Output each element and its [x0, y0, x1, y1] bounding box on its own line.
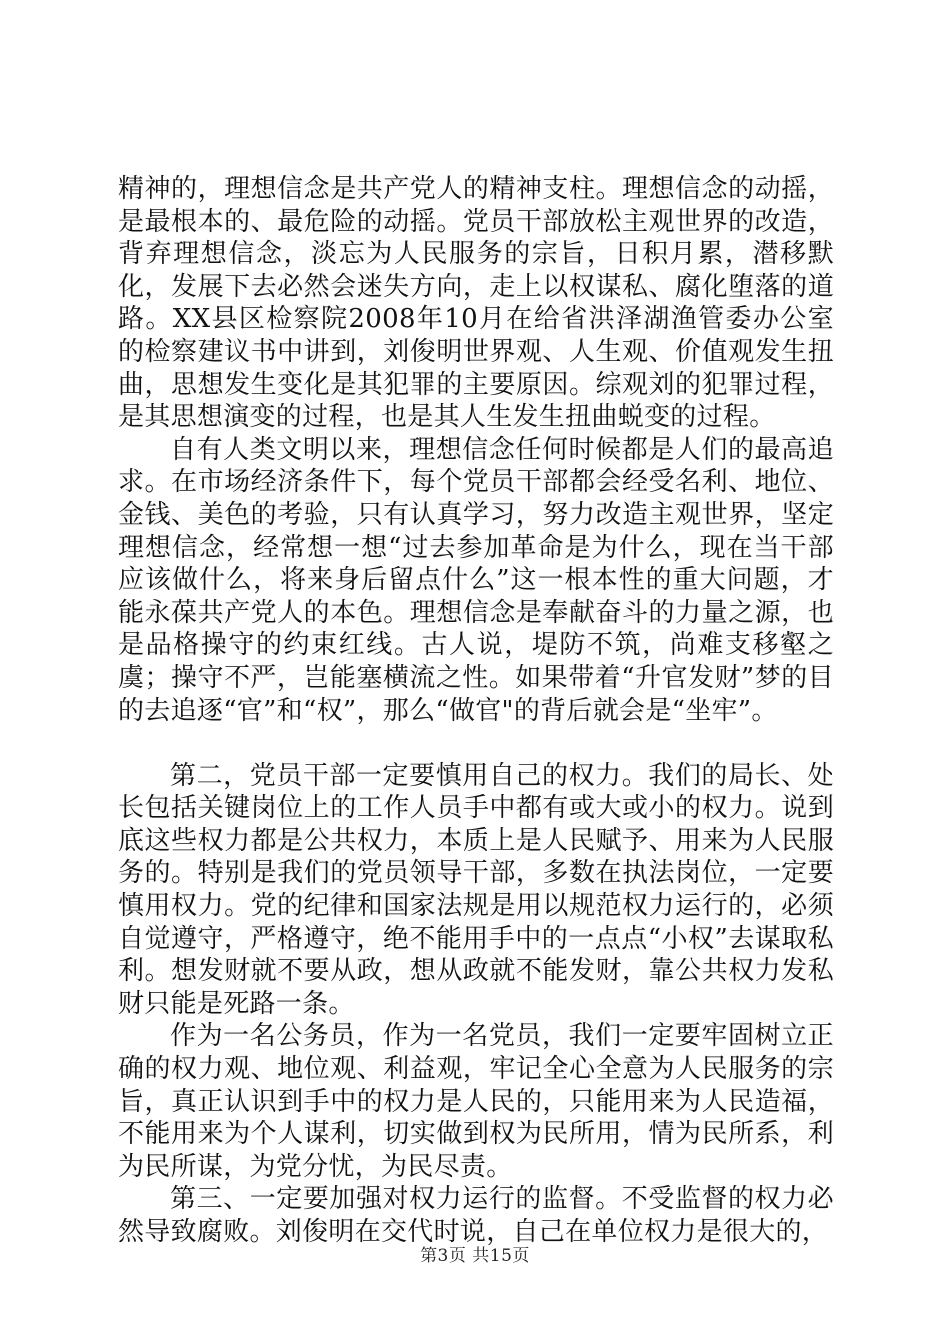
paragraph-supervision: 第三、一定要加强对权力运行的监督。不受监督的权力必然导致腐败。刘俊明在交代时说，自己在单位权力是很大的，: [118, 1184, 834, 1247]
paragraph-civil-servant: 作为一名公务员，作为一名党员，我们一定要牢固树立正确的权力观、地位观、利益观，牢记全心全意为人民服务的宗旨，真正认识到手中的权力是人民的，只能用来为人民造福，不能用来为个人谋利，切实做到权为民所用，情为民所系，利为民所谋，为党分忧，为民尽责。: [118, 1021, 834, 1182]
paragraph-continuation: 精神的，理想信念是共产党人的精神支柱。理想信念的动摇，是最根本的、最危险的动摇。党员干部放松主观世界的改造，背弃理想信念，淡忘为人民服务的宗旨，日积月累，潜移默化，发展下去必然会迷失方向，走上以权谋私、腐化堕落的道路。XX县区检察院2008年10月在给省洪泽湖渔管委办公室的检察建议书中讲到，刘俊明世界观、人生观、价值观发生扭曲，思想发生变化是其犯罪的主要原因。综观刘的犯罪过程，是其思想演变的过程，也是其人生发生扭曲蜕变的过程。: [118, 174, 834, 433]
page-number-footer: 第3页 共15页: [420, 1246, 530, 1266]
paragraph-ideals: 自有人类文明以来，理想信念任何时候都是人们的最高追求。在市场经济条件下，每个党员干部都会经受名利、地位、金钱、美色的考验，只有认真学习，努力改造主观世界，坚定理想信念，经常想一想“过去参加革命是为什么，现在当干部应该做什么，将来身后留点什么”这一根本性的重大问题，才能永葆共产党人的本色。理想信念是奉献奋斗的力量之源，也是品格操守的约束红线。古人说，堤防不筑，尚难支移壑之虞；操守不严，岂能塞横流之性。如果带着“升官发财”梦的目的去追逐“官”和“权”，那么“做官"的背后就会是“坐牢”。: [118, 434, 834, 726]
paragraph-spacer: [118, 727, 834, 760]
document-body: [118, 173, 834, 1249]
paragraph-power-use: 第二，党员干部一定要慎用自己的权力。我们的局长、处长包括关键岗位上的工作人员手中都有或大或小的权力。说到底这些权力都是公共权力，本质上是人民赋予、用来为人民服务的。特别是我们的党员领导干部，多数在执法岗位，一定要慎用权力。党的纪律和国家法规是用以规范权力运行的，必须自觉遵守，严格遵守，绝不能用手中的一点点“小权”去谋取私利。想发财就不要从政，想从政就不能发财，靠公共权力发私财只能是死路一条。: [118, 760, 834, 1019]
